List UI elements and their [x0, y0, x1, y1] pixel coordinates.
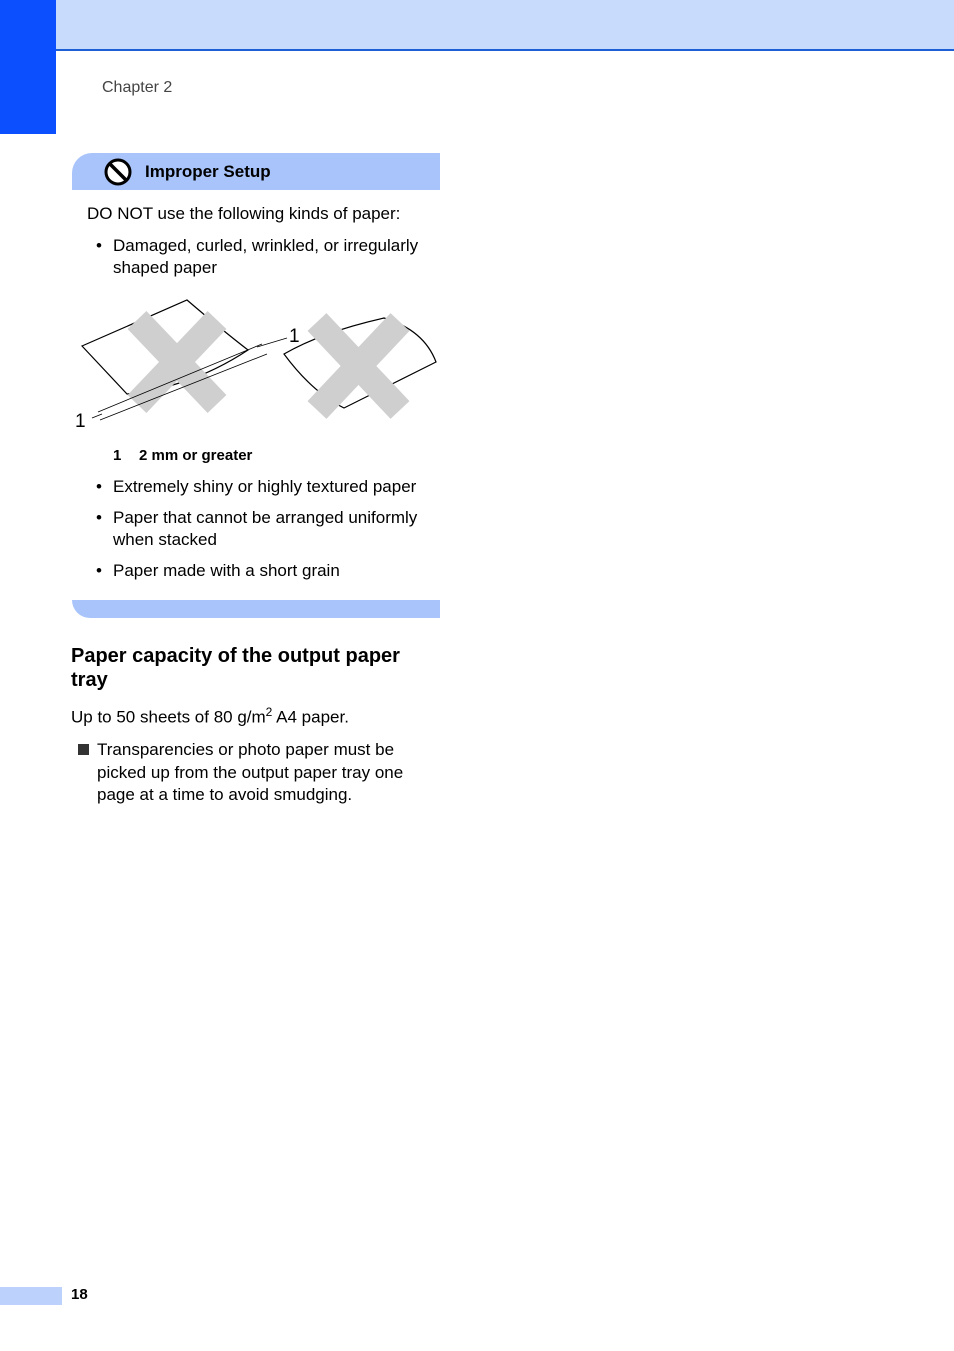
chapter-tab: [0, 0, 56, 134]
list-item: • Damaged, curled, wrinkled, or irregularly shaped paper: [96, 236, 419, 277]
capacity-text: Up to 50 sheets of 80 $g/m^2$ A4 paper.: [71, 705, 349, 727]
callout-label-left: 1: [75, 411, 86, 432]
caption-number: 1: [113, 447, 122, 464]
figure-caption: [113, 447, 252, 464]
bullet-icon: •: [96, 236, 102, 255]
callout-label-right: 1: [289, 326, 300, 347]
bullet-icon: •: [96, 561, 102, 580]
list-item: • Paper that cannot be arranged uniformly when stacked: [96, 508, 418, 549]
header-band: [0, 0, 954, 51]
page-number: 18: [71, 1286, 88, 1303]
curled-paper-figure: [72, 292, 442, 432]
chapter-label: Chapter 2: [102, 79, 173, 96]
callout-title: Improper Setup: [145, 162, 271, 181]
callout-intro: DO NOT use the following kinds of paper:: [87, 204, 401, 223]
improper-setup-callout-header: [72, 153, 440, 190]
prohibited-icon: [104, 158, 132, 186]
caption-text: 2 mm or greater: [139, 447, 253, 464]
callout-footer-band: [72, 600, 440, 618]
list-item: • Paper made with a short grain: [96, 561, 340, 580]
bullet-icon: •: [96, 477, 102, 496]
section-title: Paper capacity of the output paper tray: [71, 645, 400, 691]
bullet-icon: •: [96, 508, 102, 527]
square-bullet-icon: [78, 744, 89, 755]
note-item: Transparencies or photo paper must be picked up from the output paper tray one page at a time to avoid smudging.: [78, 739, 443, 807]
page-number-band: [0, 1287, 62, 1305]
list-item: • Extremely shiny or highly textured paper: [96, 477, 417, 496]
